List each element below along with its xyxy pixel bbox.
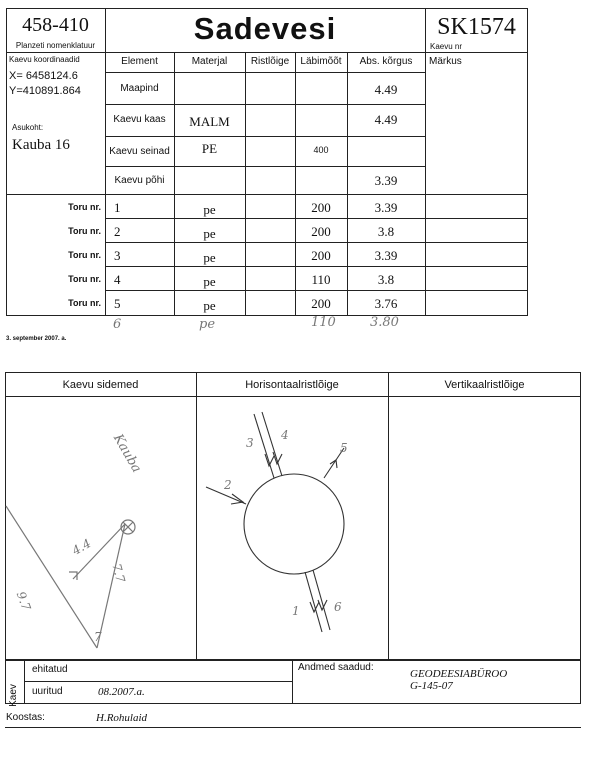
row-element: Maapind — [120, 83, 159, 94]
row-material: MALM — [189, 114, 230, 129]
pipe-diameter: 200 — [311, 200, 331, 215]
top-frame — [6, 8, 528, 316]
footer-frame — [5, 660, 581, 704]
pipe-number-2: 2 — [224, 478, 232, 492]
surveyed-label: uuritud — [32, 686, 63, 697]
pipe-height: 3.8 — [377, 272, 395, 287]
source-line-1: GEODEESIABÜROO — [410, 668, 508, 680]
pipe-diameter: 200 — [311, 224, 331, 239]
document-date: 3. september 2007. a. — [6, 336, 67, 342]
horizontal-section-sketch — [196, 396, 388, 660]
well-number: SK1574 — [437, 14, 516, 40]
pipe-number-4: 4 — [281, 428, 289, 442]
pipe-label: Toru nr. — [68, 202, 101, 212]
coords-label: Kaevu koordinaadid — [9, 55, 80, 64]
row-diameter: 400 — [313, 145, 329, 155]
pipe-diameter: 110 — [311, 315, 336, 330]
pipe-label: Toru nr. — [68, 226, 101, 236]
coord-y: Y=410891.864 — [9, 85, 81, 97]
pipe-label: Toru nr. — [68, 250, 101, 260]
location-label: Asukoht: — [12, 123, 44, 132]
pipe-material: pe — [199, 317, 216, 332]
pipe-height: 3.39 — [374, 200, 398, 215]
location-value: Kauba 16 — [12, 137, 70, 153]
nomenclature-label: Planzeti nomenklatuur — [15, 41, 96, 50]
tie-distance-2: 7.7 — [109, 561, 128, 585]
row-height: 3.39 — [374, 173, 398, 188]
col-element: Element — [121, 56, 158, 67]
pipe-material: pe — [203, 226, 216, 241]
row-element: Kaevu seinad — [109, 146, 170, 157]
pipe-nr: 5 — [114, 296, 121, 311]
col-sketch-links: Kaevu sidemed — [62, 379, 139, 391]
source-label: Andmed saadud: — [298, 662, 374, 673]
pipe-number-3: 3 — [246, 436, 254, 450]
pipe-nr: 3 — [114, 248, 121, 263]
pipe-number-6: 6 — [334, 600, 342, 614]
col-material: Materjal — [191, 56, 228, 67]
row-element: Kaevu põhi — [114, 175, 165, 186]
well-number-label: Kaevu nr — [430, 42, 463, 51]
surveyed-value: 08.2007.a. — [98, 686, 145, 698]
pipe-label: Toru nr. — [68, 298, 101, 308]
pipe-diameter: 110 — [311, 272, 331, 287]
nomenclature: 458-410 — [22, 14, 89, 36]
pipe-diameter: 200 — [311, 248, 331, 263]
tie-distance-3: 9.7 — [13, 589, 34, 613]
col-diameter: Läbimõõt — [300, 56, 342, 67]
pipe-height: 3.76 — [374, 296, 398, 311]
pipe-nr: 2 — [114, 224, 121, 239]
coord-x: X= 6458124.6 — [9, 70, 78, 82]
tie-distance-4: 7 — [94, 630, 102, 644]
col-sketch-horizontal: Horisontaalristlõige — [245, 379, 339, 391]
pipe-height: 3.39 — [374, 248, 398, 263]
pipe-material: pe — [203, 298, 216, 313]
pipe-diameter: 200 — [311, 296, 331, 311]
author-name: H.Rohulaid — [96, 712, 148, 724]
source-line-2: G-145-07 — [410, 680, 453, 692]
footer-side-label: Kaev — [7, 684, 19, 707]
built-label: ehitatud — [32, 664, 68, 675]
pipe-material: pe — [203, 274, 216, 289]
pipe-nr: 4 — [114, 272, 121, 287]
street-name: Kauba — [109, 431, 144, 476]
row-element: Kaevu kaas — [113, 114, 166, 125]
pipe-material: pe — [203, 202, 216, 217]
author-label: Koostas: — [6, 712, 45, 723]
pipe-number-5: 5 — [340, 441, 348, 455]
pipe-nr: 1 — [114, 200, 121, 215]
col-remarks: Märkus — [429, 56, 462, 67]
pipe-label: Toru nr. — [68, 274, 101, 284]
row-height: 4.49 — [374, 112, 398, 127]
pipe-number-1: 1 — [292, 604, 300, 618]
col-sketch-vertical: Vertikaalristlõige — [444, 379, 525, 391]
ties-sketch — [5, 396, 196, 660]
row-height: 4.49 — [374, 82, 398, 97]
col-height: Abs. kõrgus — [359, 56, 413, 67]
pipe-height: 3.80 — [370, 315, 399, 330]
page-title: Sadevesi — [193, 11, 337, 46]
col-cross: Ristlõige — [250, 56, 290, 67]
pipe-nr: 6 — [113, 317, 122, 332]
tie-distance-1: 4.4 — [69, 536, 94, 558]
row-material: PE — [201, 141, 218, 156]
pipe-material: pe — [203, 250, 216, 265]
pipe-height: 3.8 — [377, 224, 395, 239]
